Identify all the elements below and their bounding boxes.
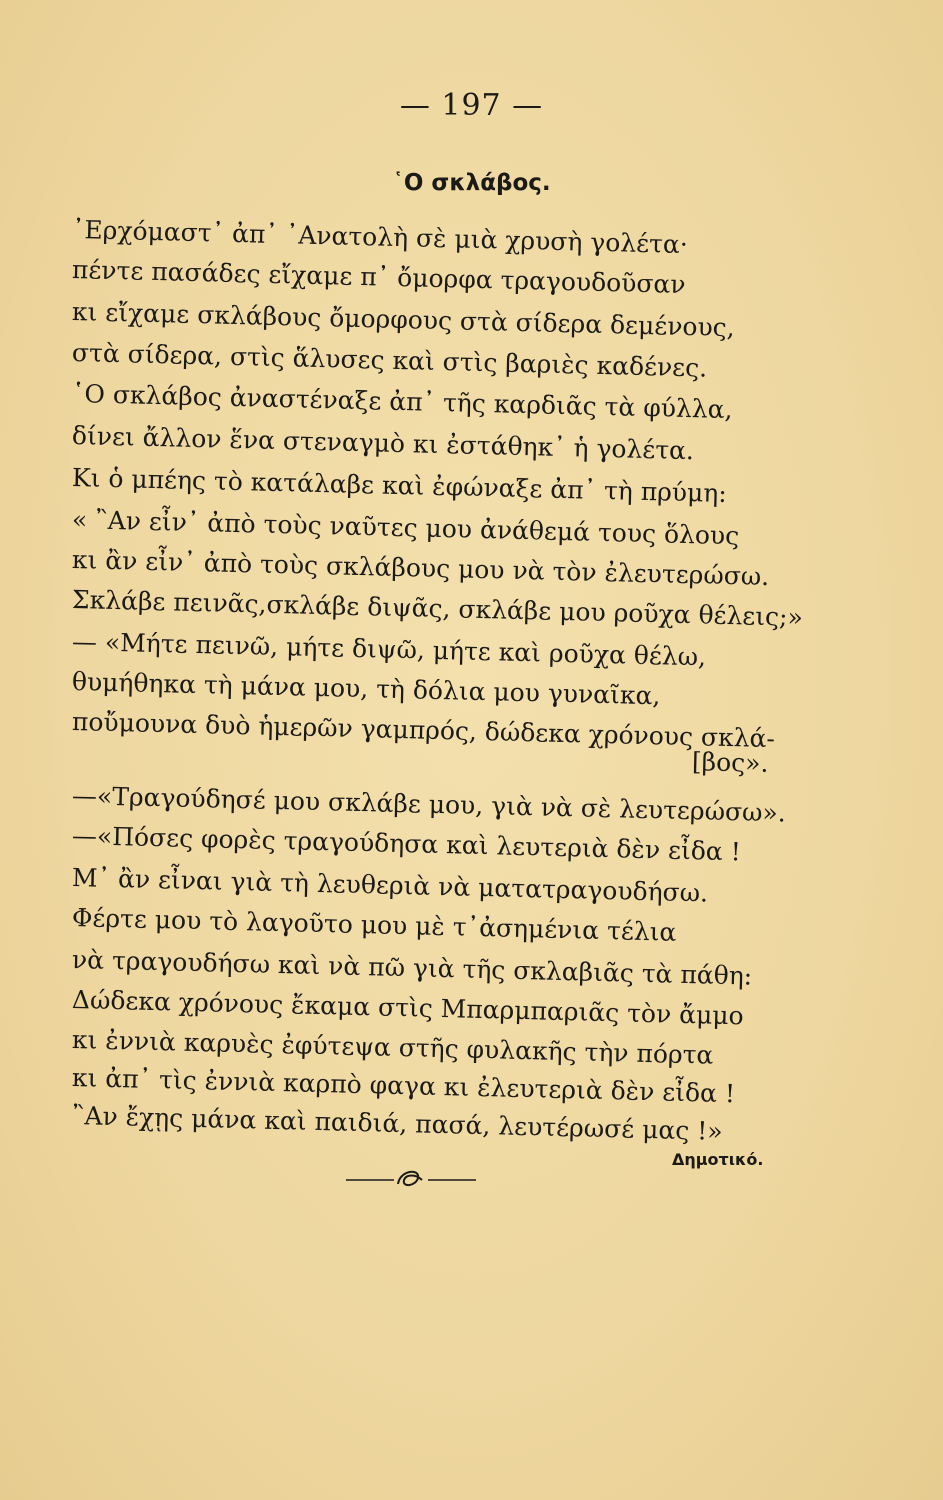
poem-line: Φέρτε μου τὸ λαγοῦτο μου μὲ τ᾿ἀσημένια τέλια	[71, 903, 677, 947]
poem-line: ποὔμουνα δυὸ ἡμερῶν γαμπρός, δώδεκα χρόνους σκλά-	[71, 707, 776, 754]
poem-line: ᾿Ερχόμαστ᾿ ἀπ᾿ ᾿Ανατολὴ σὲ μιὰ χρυσὴ γολέτα·	[71, 215, 689, 260]
poem-line: κι ἂν εἶν᾿ ἀπὸ τοὺς σκλάβους μου νὰ τὸν ἐλευτερώσω.	[71, 545, 770, 592]
poem-line-continuation: [βος».	[691, 747, 769, 778]
poem-line: Δώδεκα χρόνους ἔκαμα στὶς Μπαρμπαριᾶς τὸν ἄμμο	[71, 985, 744, 1031]
poem-line: ῍Αν ἔχῃς μάνα καὶ παιδιά, πασά, λευτέρωσέ μας !»	[71, 1101, 723, 1146]
poem-line: Κι ὁ μπέης τὸ κατάλαβε καὶ ἐφώναξε ἀπ᾿ τὴ πρύμη:	[71, 463, 728, 508]
poem-line: θυμήθηκα τὴ μάνα μου, τὴ δόλια μου γυναῖκα,	[71, 667, 661, 711]
poem-line: Σκλάβε πεινᾶς,σκλάβε διψᾶς, σκλάβε μου ροῦχα θέλεις;»	[71, 585, 804, 632]
poem-line: —«Τραγούδησέ μου σκλάβε μου, γιὰ νὰ σὲ λευτερώσω».	[71, 781, 787, 828]
signature: Δημοτικό.	[672, 1150, 764, 1169]
poem-line: πέντε πασάδες εἴχαμε π᾿ ὄμορφα τραγουδοῦσαν	[71, 255, 686, 299]
page-number: — 197 —	[399, 88, 544, 123]
poem-line: —«Πόσες φορὲς τραγούδησα καὶ λευτεριὰ δὲν εἶδα !	[71, 821, 742, 867]
poem-line: « ῍Αν εἶν᾿ ἀπὸ τοὺς ναῦτες μου ἀνάθεμά τους ὅλους	[71, 505, 740, 551]
poem-line: ῾Ο σκλάβος ἀναστέναξε ἀπ᾿ τῆς καρδιᾶς τὰ φύλλα,	[71, 379, 733, 425]
poem-line: Μ᾿ ἂν εἶναι γιὰ τὴ λευθεριὰ νὰ ματατραγουδήσω.	[71, 863, 709, 908]
ornament-divider	[346, 1164, 476, 1192]
poem-line: στὰ σίδερα, στὶς ἅλυσες καὶ στὶς βαριὲς καδένες.	[71, 338, 708, 383]
poem-line: κι ἐννιὰ καρυὲς ἐφύτεψα στῆς φυλακῆς τὴν πόρτα	[71, 1025, 714, 1070]
poem-line: κι εἴχαμε σκλάβους ὄμορφους στὰ σίδερα δεμένους,	[71, 297, 736, 343]
poem-title: ῾Ο σκλάβος.	[392, 170, 551, 196]
poem-line: νὰ τραγουδήσω καὶ νὰ πῶ γιὰ τῆς σκλαβιᾶς τὰ πάθη:	[71, 945, 753, 991]
poem-line: — «Μήτε πεινῶ, μήτε διψῶ, μήτε καὶ ροῦχα θέλω,	[71, 627, 707, 672]
poem-line: κι ἀπ᾿ τὶς ἐννιὰ καρπὸ φαγα κι ἐλευτεριὰ δὲν εἶδα !	[71, 1063, 736, 1109]
poem-line: δίνει ἄλλον ἕνα στεναγμὸ κι ἐστάθηκ᾿ ἡ γολέτα.	[71, 421, 695, 466]
